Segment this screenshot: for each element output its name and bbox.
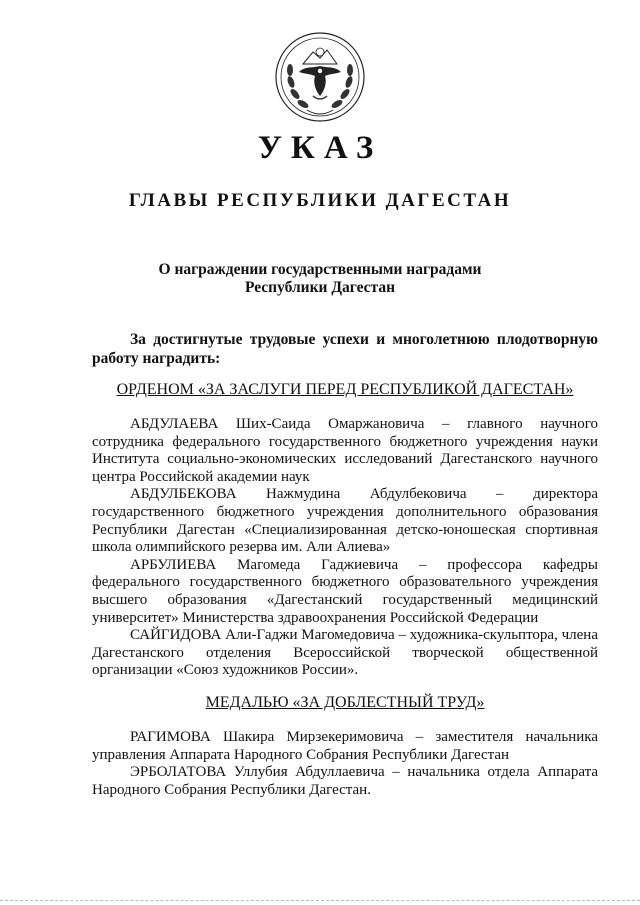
decree-intro: За достигнутые трудовые успехи и многолетнюю плодотворную работу наградить:	[92, 331, 598, 367]
decree-subject-line-2: Республики Дагестан	[244, 279, 396, 296]
award-entry: САЙГИДОВА Али-Гаджи Магомедовича – художника-скульптора, члена Дагестанского отделения Всероссийской творческой общественной организации «Союз художников России».	[92, 627, 598, 679]
decree-subject-line-1: О награждении государственными наградами	[158, 261, 482, 278]
decree-subject	[120, 261, 520, 297]
award-entry: АБДУЛАЕВА Ших-Саида Омаржановича – главного научного сотрудника федерального государственного бюджетного учреждения науки Института социально-экономических исследований Дагестанского научного центра Российской академии наук	[92, 416, 598, 485]
award-heading-medal: МЕДАЛЬЮ «ЗА ДОБЛЕСТНЫЙ ТРУД»	[205, 694, 485, 711]
award-list-order	[92, 416, 598, 680]
decree-issuer: ГЛАВЫ РЕСПУБЛИКИ ДАГЕСТАН	[128, 190, 512, 211]
coat-of-arms-icon	[273, 30, 367, 124]
award-entry: ЭРБОЛАТОВА Уллубия Абдуллаевича – начальника отдела Аппарата Народного Собрания Республики Дагестан.	[92, 764, 598, 798]
award-heading-order: ОРДЕНОМ «ЗА ЗАСЛУГИ ПЕРЕД РЕСПУБЛИКОЙ ДАГЕСТАН»	[116, 381, 574, 398]
award-entry: АРБУЛИЕВА Магомеда Гаджиевича – профессора кафедры федерального государственного бюджетного образовательного учреждения высшего образования «Дагестанский государственный медицинский университет» Министерства здравоохранения Российской Федерации	[92, 556, 598, 626]
scan-edge-divider	[0, 900, 640, 901]
award-entry: РАГИМОВА Шакира Мирзекеримовича – заместителя начальника управления Аппарата Народного Собрания Республики Дагестан	[92, 729, 598, 763]
award-list-medal	[92, 729, 598, 799]
decree-title: УКАЗ	[257, 130, 383, 166]
award-entry: АБДУЛБЕКОВА Нажмудина Абдулбековича – директора государственного бюджетного учреждения дополнительного образования Республики Дагестан «Специализированная детско-юношеская спортивная школа олимпийского резерва им. Али Алиева»	[92, 486, 598, 556]
